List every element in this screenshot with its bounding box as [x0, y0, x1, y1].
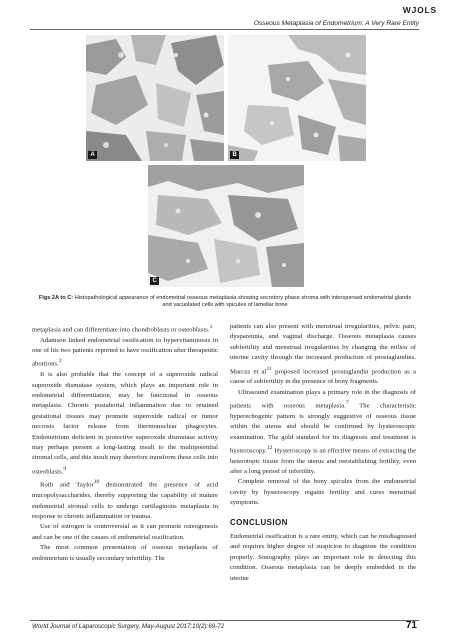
citation-ref: 2: [58, 358, 62, 365]
running-title: Osseous Metaplasia of Endometrium: A Very Rare Entity: [253, 20, 419, 27]
histology-image-c: [148, 165, 304, 287]
paragraph: [32, 477, 218, 522]
panel-label-b: B: [230, 151, 239, 159]
citation-ref: 1: [209, 324, 213, 330]
paragraph: The most common presentation of osseous metaplasia of endometrium is usually secondary infertility. The: [32, 544, 218, 562]
text: demonstrated the presence of acid mucopolysaccharides, thereby supporting the capability of mature endometrial stromal cells to undergo cartilaginous metaplasia in response to chronic inflammation or trauma.: [32, 481, 218, 520]
header-rule: [30, 29, 419, 30]
paragraph: [32, 370, 218, 477]
italic-term: milieu: [390, 343, 408, 351]
figure-caption: [38, 295, 412, 309]
citation-ref: 12: [266, 444, 273, 451]
text: Ultrasound examination plays a primary role in the diagnosis of patients with osseous metaplasia.: [230, 388, 416, 410]
text: patients can also present with menstrual irregularities, pelvic pain, dyspareunia, and vaginal discharge. Osseous metaplasia causes subfertility and menstrual irregularities by changing the: [230, 323, 416, 351]
histology-image-b: [228, 35, 366, 161]
panel-label-a: A: [88, 151, 97, 159]
paragraph: Use of estrogen is controversial as it can promote osteogenesis and can be one of the causes of endometrial ossification.: [32, 523, 218, 541]
panel-label-c: C: [150, 277, 159, 285]
caption-prefix: Figs 2A to C:: [38, 295, 74, 301]
text: Adamson linked endometrial ossification to hypervitaminosis in one of his two patients reported to have ossification after therapeutic abortions.: [32, 336, 218, 368]
figure-panel-b: [228, 35, 366, 161]
text: Roth and Taylor: [40, 481, 94, 489]
right-column: [230, 322, 416, 584]
citation-ref: 7: [345, 400, 349, 407]
paragraph: [32, 322, 218, 336]
paragraph: [230, 388, 416, 478]
histology-image-a: [86, 35, 224, 161]
journal-name: WJOLS: [402, 5, 437, 15]
citation-ref: 11: [266, 365, 272, 372]
left-column: [32, 322, 218, 564]
paragraph: [32, 336, 218, 370]
text: metaplasia and can differentiate into chondroblasts or osteoblasts.: [32, 326, 210, 334]
paragraph: [230, 322, 416, 388]
section-heading-conclusion: CONCLUSION: [230, 517, 288, 527]
text: The characteristic hyperechogenic pattern is strongly suggestive of osseous tissue within the uterus and should be confirmed by hysteroscopic examination. The gold standard for its diagnosis and treatment is hysteroscopy.: [230, 402, 416, 455]
footer-rule: [30, 620, 419, 621]
text: Hysteroscopy is an effective means of extracting the heterotopic tissue from the uterus and reestablishing fertility, even after a long period of infertility.: [230, 447, 416, 476]
citation-ref: 9: [63, 465, 67, 472]
caption-text: Histopathological appearance of endometrial osseous metaplasia showing secretory phase stroma with interspersed endometrial glands and vacuolated cells with spicules of lamellar bone: [73, 295, 412, 309]
citation-ref: 10: [93, 479, 100, 486]
text: It is also probable that the concept of a superoxide radical superoxide dismutase system, which plays an important role in endometrial differentiation, may be functional in osseous metaplasia. Chronic postabortal inflammation due to retained gestational tissues may promote superoxide radical or tumor necrosis factor release from thermonuclear phagocytes. Endometrium deficient in protective superoxide dismutase activity may perhaps present a long-lasting insult to the multipotential stromal cells, and this insult may therefore transform these cells into osteoblasts.: [32, 371, 218, 476]
text: proposed increased prostaglandin production as a cause of subfertility in the presence of bony fragments.: [230, 367, 416, 386]
page-number: 71: [405, 620, 417, 631]
footer-citation: World Journal of Laparoscopic Surgery, May-August 2017;10(2):69-72: [32, 623, 225, 630]
paragraph: Endometrial ossification is a rare entity, which can be misdiagnosed and requires higher degree of suspicion to diagnose the condition properly. Sonography plays an important role in detecting this condition. Osseous metaplasia can be deeply embedded in the uterine: [230, 533, 416, 582]
paragraph: Complete removal of the bony spicules from the endometrial cavity by hysteroscopy regains fertility and cures menstrual symptoms.: [230, 478, 416, 507]
figure-panel-c: [148, 165, 304, 287]
text: of uterine cavity through the increased production of prostaglandins. Marcus et al: [230, 343, 417, 375]
figure-panel-a: [86, 35, 224, 161]
